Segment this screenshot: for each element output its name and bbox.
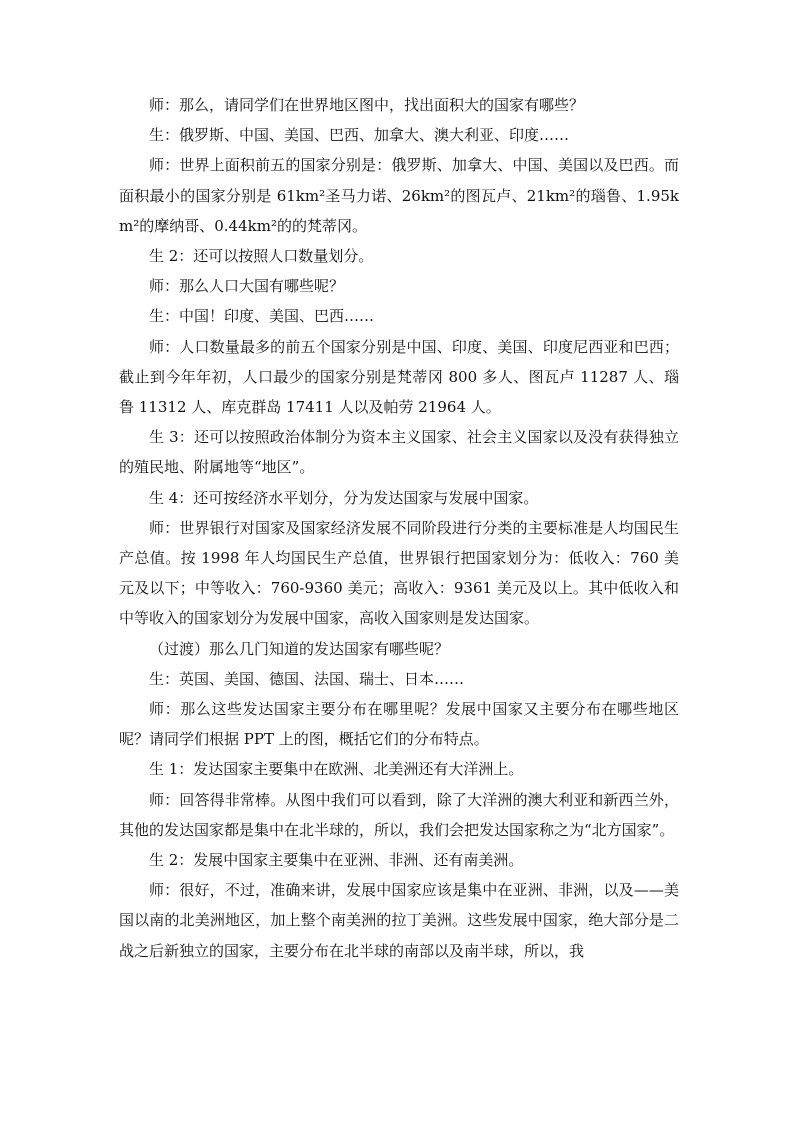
paragraph-student2-population: 生 2：还可以按照人口数量划分。 (149, 247, 374, 266)
paragraph-student4-economic: 生 4：还可按经济水平划分，分为发达国家与发展中国家。 (149, 488, 539, 507)
paragraph-teacher-population-ranking: 师：人口数量最多的前五个国家分别是中国、印度、美国、印度尼西亚和巴西；截止到今年年初，人口最少的国家分别是梵蒂冈 800 多人、图瓦卢 11287 人、瑙鲁 11312 人、库克群岛 17411 人以及帕劳 21964 人。 (119, 337, 679, 417)
paragraph-transition: （过渡）那么几门知道的发达国家有哪些呢？ (149, 639, 450, 658)
paragraph-teacher-population-question: 师：那么人口大国有哪些呢？ (149, 277, 345, 296)
paragraph-student-population-answer: 生：中国！印度、美国、巴西…… (149, 307, 375, 326)
paragraph-teacher-area-ranking: 师：世界上面积前五的国家分别是：俄罗斯、加拿大、中国、美国以及巴西。而面积最小的国家分别是 61km²圣马力诺、26km²的图瓦卢、21km²的瑙鲁、1.95km²的摩纳哥、0.44km²的的梵蒂冈。 (119, 156, 679, 235)
body-text (119, 90, 679, 966)
paragraph-student2-developing-distribution: 生 2：发展中国家主要集中在亚洲、非洲、还有南美洲。 (149, 851, 524, 870)
paragraph-teacher-distribution-question: 师：那么这些发达国家主要分布在哪里呢？发展中国家又主要分布在哪些地区呢？请同学们根据 PPT 上的图，概括它们的分布特点。 (119, 700, 679, 749)
paragraph-teacher-north-countries: 师：回答得非常棒。从图中我们可以看到，除了大洋洲的澳大利亚和新西兰外，其他的发达国家都是集中在北半球的，所以，我们会把发达国家称之为“北方国家”。 (119, 790, 679, 839)
paragraph-teacher-developing-detail: 师：很好，不过，准确来讲，发展中国家应该是集中在亚洲、非洲，以及——美国以南的北美洲地区，加上整个南美洲的拉丁美洲。这些发展中国家，绝大部分是二战之后新独立的国家，主要分布在北半球的南部以及南半球，所以，我 (119, 881, 679, 960)
paragraph-student-developed-list: 生：英国、美国、德国、法国、瑞士、日本…… (149, 669, 465, 688)
paragraph-student1-developed-distribution: 生 1：发达国家主要集中在欧洲、北美洲还有大洋洲上。 (149, 760, 524, 779)
paragraph-teacher-question-area: 师：那么，请同学们在世界地区图中，找出面积大的国家有哪些？ (149, 96, 585, 114)
paragraph-student3-political: 生 3：还可以按照政治体制分为资本主义国家、社会主义国家以及没有获得独立的殖民地、附属地等“地区”。 (119, 428, 679, 477)
paragraph-student-answer-area: 生：俄罗斯、中国、美国、巴西、加拿大、澳大利亚、印度…… (149, 126, 570, 145)
paragraph-teacher-world-bank: 师：世界银行对国家及国家经济发展不同阶段进行分类的主要标准是人均国民生产总值。按 1998 年人均国民生产总值，世界银行把国家划分为：低收入：760 美元及以下；中等收入：760-9360 美元；高收入：9361 美元及以上。其中低收入和中等收入的国家划分为发展中国家，高收入国家则是发达国家。 (119, 518, 679, 628)
